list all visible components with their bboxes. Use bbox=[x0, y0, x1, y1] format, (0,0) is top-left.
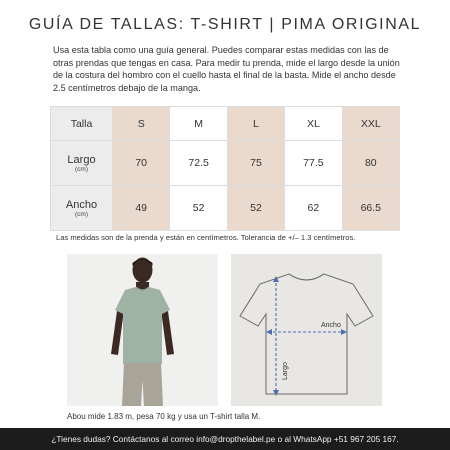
table-row bbox=[51, 186, 400, 231]
row-label-ancho bbox=[51, 186, 113, 231]
row-label-largo bbox=[51, 141, 113, 186]
tshirt-outline-icon bbox=[231, 254, 382, 406]
table-cell: 70 bbox=[113, 141, 170, 186]
size-header-xl: XL bbox=[285, 107, 342, 141]
size-header-label: Talla bbox=[51, 107, 113, 141]
table-cell: 77.5 bbox=[285, 141, 342, 186]
row-unit-text: (cm) bbox=[75, 165, 88, 173]
contact-footer: ¿Tienes dudas? Contáctanos al correo info@dropthelabel.pe o al WhatsApp +51 967 205 167. bbox=[0, 428, 450, 450]
row-unit-text: (cm) bbox=[75, 210, 88, 218]
intro-text: Usa esta tabla como una guía general. Puedes comparar estas medidas con las de otras prendas que tengas en casa. Para medir tu prenda, mide el largo desde la unión de la costura del hombro con el cuello hasta el final de la basta. Mide el ancho desde 2.5 centímetros debajo de la manga. bbox=[53, 45, 400, 93]
size-header-l: L bbox=[227, 107, 284, 141]
row-label-text: Ancho bbox=[65, 198, 98, 211]
table-cell: 49 bbox=[113, 186, 170, 231]
size-header-xxl: XXL bbox=[342, 107, 399, 141]
table-cell: 80 bbox=[342, 141, 399, 186]
table-cell: 66.5 bbox=[342, 186, 399, 231]
row-label-text: Largo bbox=[67, 153, 96, 166]
ancho-label: Ancho bbox=[321, 322, 341, 329]
tolerance-note: Las medidas son de la prenda y están en centímetros. Tolerancia de +/– 1.3 centímetros. bbox=[56, 233, 356, 242]
size-header-s: S bbox=[113, 107, 170, 141]
page-title: GUÍA DE TALLAS: T-SHIRT | PIMA ORIGINAL bbox=[28, 16, 422, 33]
table-cell: 72.5 bbox=[170, 141, 227, 186]
model-illustration bbox=[67, 254, 218, 406]
size-header-row bbox=[51, 107, 400, 141]
table-cell: 52 bbox=[170, 186, 227, 231]
table-cell: 62 bbox=[285, 186, 342, 231]
model-caption: Abou mide 1.83 m, pesa 70 kg y usa un T-shirt talla M. bbox=[67, 412, 261, 421]
table-cell: 52 bbox=[227, 186, 284, 231]
tshirt-outline-diagram bbox=[231, 254, 382, 406]
model-photo bbox=[67, 254, 218, 406]
largo-label: Largo bbox=[282, 362, 289, 380]
table-cell: 75 bbox=[227, 141, 284, 186]
table-row bbox=[51, 141, 400, 186]
size-table bbox=[50, 106, 400, 231]
size-header-m: M bbox=[170, 107, 227, 141]
